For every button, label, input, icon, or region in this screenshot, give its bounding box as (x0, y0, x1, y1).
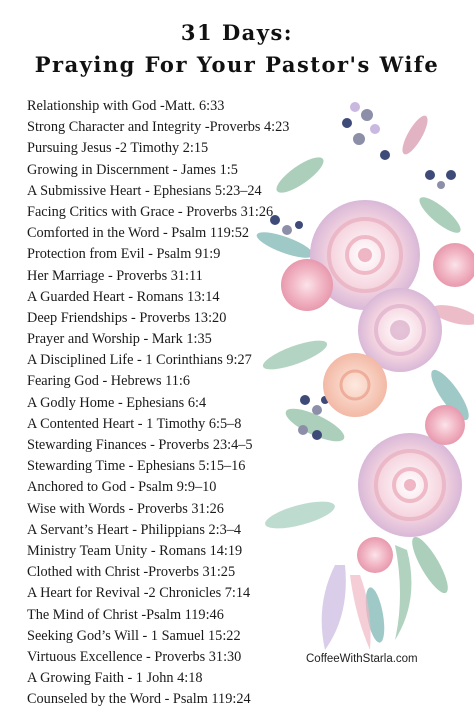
prayer-item: Prayer and Worship - Mark 1:35 (27, 331, 212, 348)
prayer-item: Clothed with Christ -Proverbs 31:25 (27, 564, 236, 581)
prayer-item: Strong Character and Integrity -Proverbs 4:23 (27, 119, 290, 136)
prayer-item: A Disciplined Life - 1 Corinthians 9:27 (27, 352, 252, 369)
prayer-item: Facing Critics with Grace - Proverbs 31:26 (27, 203, 274, 220)
prayer-item: A Godly Home - Ephesians 6:4 (27, 394, 207, 411)
prayer-item: Growing in Discernment - James 1:5 (27, 161, 238, 178)
rose-right (433, 243, 474, 287)
page-title-line-1: 31 Days: (180, 20, 294, 45)
prayer-item: A Submissive Heart - Ephesians 5:23–24 (27, 182, 262, 199)
prayer-item: The Mind of Christ -Psalm 119:46 (27, 606, 224, 623)
prayer-item: A Guarded Heart - Romans 13:14 (27, 288, 220, 305)
prayer-item: A Heart for Revival -2 Chronicles 7:14 (27, 585, 251, 602)
prayer-item: Counseled by the Word - Psalm 119:24 (27, 691, 251, 708)
prayer-item: Relationship with God -Matt. 6:33 (27, 98, 225, 114)
website-credit: CoffeeWithStarla.com (306, 653, 418, 665)
prayer-item: Seeking God’s Will - 1 Samuel 15:22 (27, 627, 241, 644)
prayer-item: Deep Friendships - Proverbs 13:20 (27, 309, 227, 326)
prayer-item: Her Marriage - Proverbs 31:11 (27, 267, 203, 284)
page-title-line-2: Praying For Your Pastor's Wife (34, 52, 440, 77)
prayer-item: Wise with Words - Proverbs 31:26 (27, 500, 224, 517)
rose-lower (358, 433, 462, 537)
prayer-item: Stewarding Time - Ephesians 5:15–16 (27, 458, 246, 475)
prayer-item: Protection from Evil - Psalm 91:9 (27, 246, 221, 263)
prayer-item: Anchored to God - Psalm 9:9–10 (27, 479, 217, 496)
prayer-item: Ministry Team Unity - Romans 14:19 (27, 542, 243, 559)
rose-peach (323, 353, 387, 417)
prayer-item: Comforted in the Word - Psalm 119:52 (27, 225, 250, 242)
prayer-list (27, 96, 289, 710)
prayer-item: Pursuing Jesus -2 Timothy 2:15 (27, 140, 209, 157)
prayer-item: A Growing Faith - 1 John 4:18 (27, 670, 203, 687)
prayer-item: Virtuous Excellence - Proverbs 31:30 (27, 648, 242, 665)
prayer-item: A Contented Heart - 1 Timothy 6:5–8 (27, 415, 242, 432)
prayer-item: A Servant’s Heart - Philippians 2:3–4 (27, 521, 242, 538)
prayer-item: Fearing God - Hebrews 11:6 (27, 373, 191, 390)
prayer-item: Stewarding Finances - Proverbs 23:4–5 (27, 437, 253, 453)
